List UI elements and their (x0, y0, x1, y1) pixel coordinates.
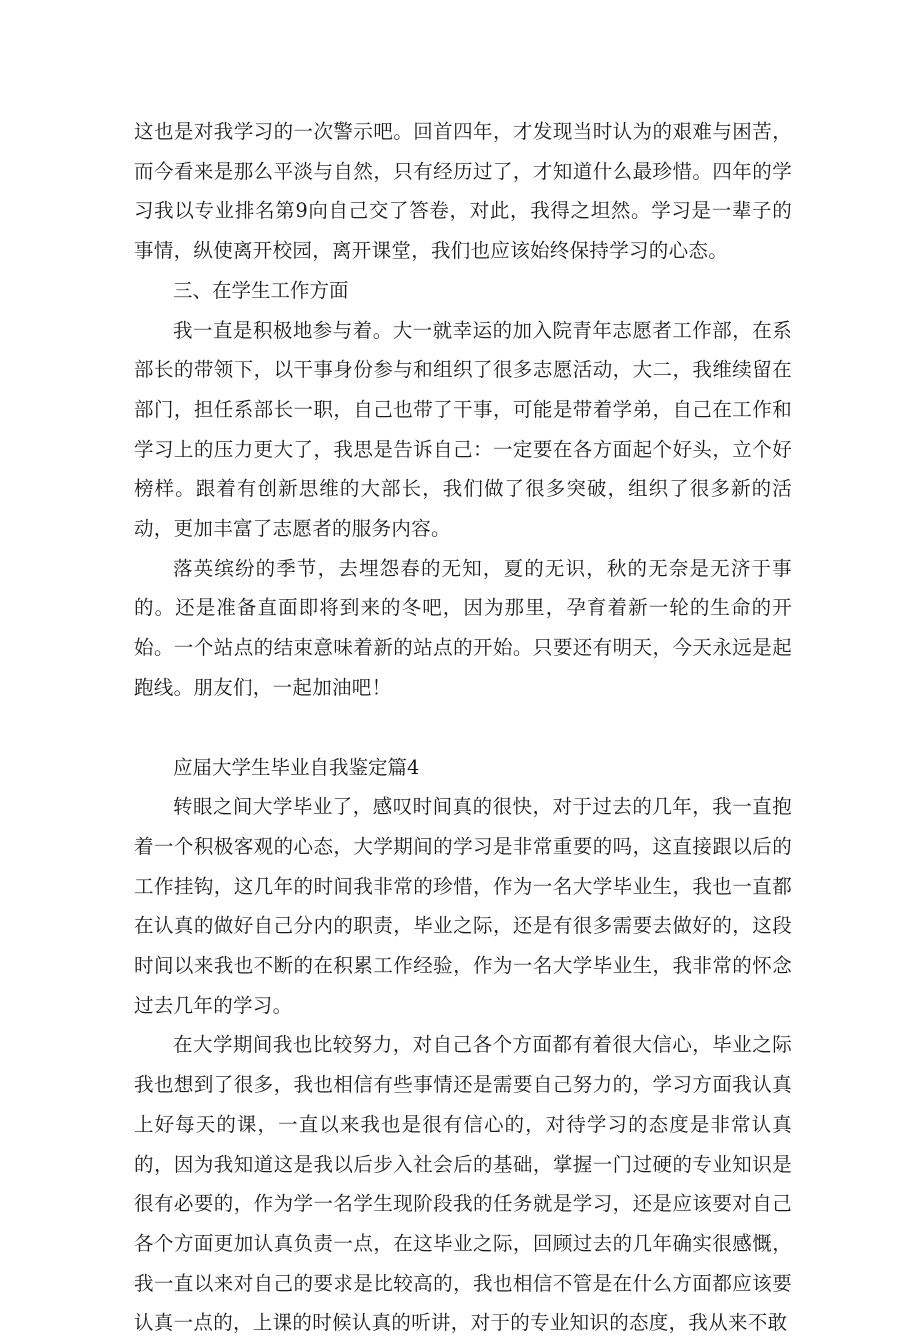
paragraph-closing: 落英缤纷的季节，去埋怨春的无知，夏的无识，秋的无奈是无济于事的。还是准备直面即将到来的冬吧，因为那里，孕育着新一轮的生命的开始。一个站点的结束意味着新的站点的开始。只要还有明天，今天永远是起跑线。朋友们，一起加油吧！ (134, 556, 792, 699)
paragraph-continued: 这也是对我学习的一次警示吧。回首四年，才发现当时认为的艰难与困苦，而今看来是那么平淡与自然，只有经历过了，才知道什么最珍惜。四年的学习我以专业排名第9向自己交了答卷，对此，我得之坦然。学习是一辈子的事情，纵使离开校园，离开课堂，我们也应该始终保持学习的心态。 (134, 120, 792, 263)
paragraph-article-1: 转眼之间大学毕业了，感叹时间真的很快，对于过去的几年，我一直抱着一个积极客观的心态，大学期间的学习是非常重要的吗，这直接跟以后的工作挂钩，这几年的时间我非常的珍惜，作为一名大学毕业生，我也一直都在认真的做好自己分内的职责，毕业之际，还是有很多需要去做好的，这段时间以来我也不断的在积累工作经验，作为一名大学毕业生，我非常的怀念过去几年的学习。 (134, 795, 792, 1017)
section-heading: 三、在学生工作方面 (173, 278, 349, 302)
paragraph-article-2: 在大学期间我也比较努力，对自己各个方面都有着很大信心，毕业之际我也想到了很多，我也相信有些事情还是需要自己努力的，学习方面我认真上好每天的课，一直以来我也是很有信心的，对待学习的态度是非常认真的，因为我知道这是我以后步入社会后的基础，掌握一门过硬的专业知识是很有必要的，作为学一名学生现阶段我的任务就是学习，还是应该要对自己各个方面更加认真负责一点，在这毕业之际，回顾过去的几年确实很感慨，我一直以来对自己的要求是比较高的，我也相信不管是在什么方面都应该要认真一点的，上课的时候认真的听讲，对于的专业知识的态度，我从来不敢 (134, 1033, 792, 1335)
document-body (134, 112, 792, 1343)
paragraph-student-work: 我一直是积极地参与着。大一就幸运的加入院青年志愿者工作部，在系部长的带领下，以干事身份参与和组织了很多志愿活动，大二，我维续留在部门，担任系部长一职，自己也带了干事，可能是带着学弟，自己在工作和学习上的压力更大了，我思是告诉自己：一定要在各方面起个好头，立个好榜样。跟着有创新思维的大部长，我们做了很多突破，组织了很多新的活动，更加丰富了志愿者的服务内容。 (134, 318, 792, 541)
article-title: 应届大学生毕业自我鉴定篇4 (173, 755, 420, 779)
